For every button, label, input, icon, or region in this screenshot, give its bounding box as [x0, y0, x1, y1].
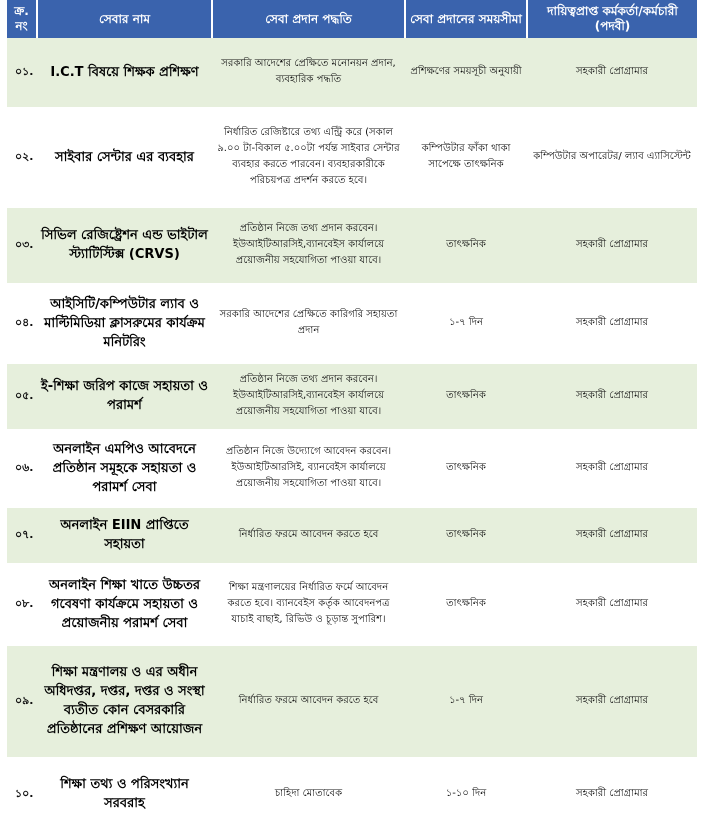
- row-time-limit: তাৎক্ষনিক: [405, 564, 527, 644]
- row-time-limit: প্রশিক্ষণের সময়সূচী অনুযায়ী: [405, 38, 527, 108]
- table-row: [7, 38, 697, 108]
- row-method: প্রতিষ্ঠান নিজে তথ্য প্রদান করবেন। ইউআইটিআরসিই,ব্যানবেইস কার্যালয়ে প্রয়োজনীয় সহযোগিতা পাওয়া যাবে।: [212, 362, 405, 430]
- row-time-limit: তাৎক্ষনিক: [405, 506, 527, 564]
- service-table-container: [7, 0, 697, 832]
- row-serial: ০২.: [7, 108, 37, 206]
- row-officer: সহকারী প্রোগ্রামার: [527, 284, 697, 362]
- row-officer: কম্পিউটার অপারেটর/ ল্যাব এ্যাসিস্টেন্ট: [527, 108, 697, 206]
- row-service-name: শিক্ষা তথ্য ও পরিসংখ্যান সরবরাহ: [37, 758, 212, 830]
- row-serial: ০৩.: [7, 206, 37, 284]
- row-time-limit: তাৎক্ষনিক: [405, 430, 527, 506]
- row-method: নির্ধারিত রেজিষ্টারে তথ্য এন্ট্রি করে (সকাল ৯.০০ টা-বিকাল ৫.০০টা পর্যন্ত সাইবার সেন্টার ব্যবহার করতে পারবেন। ব্যবহারকারীকে পরিচয়পত্র প্রদর্শন করতে হবে।: [212, 108, 405, 206]
- row-service-name: অনলাইন EIIN প্রাপ্তিতে সহায়তা: [37, 506, 212, 564]
- header-sl: ক্র. নং: [7, 0, 37, 38]
- row-serial: ০৬.: [7, 430, 37, 506]
- row-time-limit: ১-১০ দিন: [405, 758, 527, 830]
- table-row: [7, 108, 697, 206]
- row-officer: সহকারী প্রোগ্রামার: [527, 206, 697, 284]
- row-serial: ০৯.: [7, 644, 37, 758]
- row-serial: ১০.: [7, 758, 37, 830]
- header-method: সেবা প্রদান পদ্ধতি: [212, 0, 405, 38]
- row-officer: সহকারী প্রোগ্রামার: [527, 564, 697, 644]
- row-officer: সহকারী প্রোগ্রামার: [527, 506, 697, 564]
- row-time-limit: ১-৭ দিন: [405, 644, 527, 758]
- row-officer: সহকারী প্রোগ্রামার: [527, 430, 697, 506]
- row-serial: ০৭.: [7, 506, 37, 564]
- row-service-name: সিভিল রেজিষ্ট্রেশন এন্ড ভাইটাল স্ট্যাটিস্টিক্স (CRVS): [37, 206, 212, 284]
- row-service-name: ই-শিক্ষা জরিপ কাজে সহায়তা ও পরামর্শ: [37, 362, 212, 430]
- table-row: [7, 644, 697, 758]
- row-serial: ০৫.: [7, 362, 37, 430]
- row-service-name: অনলাইন এমপিও আবেদনে প্রতিষ্ঠান সমূহকে সহায়তা ও পরামর্শ সেবা: [37, 430, 212, 506]
- row-officer: সহকারী প্রোগ্রামার: [527, 38, 697, 108]
- row-method: চাহিদা মোতাবেক: [212, 758, 405, 830]
- row-method: শিক্ষা মন্ত্রণালয়ের নির্ধারিত ফর্মে আবেদন করতে হবে। ব্যানবেইস কর্তৃক আবেদনপত্র যাচাই বাছাই, রিভিউ ও চূড়ান্ত সুপারিশ।: [212, 564, 405, 644]
- row-service-name: সাইবার সেন্টার এর ব্যবহার: [37, 108, 212, 206]
- table-row: [7, 284, 697, 362]
- row-method: নির্ধারিত ফরমে আবেদন করতে হবে: [212, 506, 405, 564]
- row-method: সরকারি আদেশের প্রেক্ষিতে কারিগরি সহায়তা প্রদান: [212, 284, 405, 362]
- service-table: [7, 0, 697, 832]
- row-method: প্রতিষ্ঠান নিজে তথ্য প্রদান করবেন। ইউআইটিআরসিই,ব্যানবেইস কার্যালয়ে প্রয়োজনীয় সহযোগিতা পাওয়া যাবে।: [212, 206, 405, 284]
- row-time-limit: ১-৭ দিন: [405, 284, 527, 362]
- row-service-name: অনলাইন শিক্ষা খাতে উচ্চতর গবেষণা কার্যক্রমে সহায়তা ও প্রয়োজনীয় পরামর্শ সেবা: [37, 564, 212, 644]
- table-row: [7, 362, 697, 430]
- table-header-row: [7, 0, 697, 38]
- row-service-name: আইসিটি/কম্পিউটার ল্যাব ও মাল্টিমিডিয়া ক্লাসরুমের কার্যক্রম মনিটরিং: [37, 284, 212, 362]
- row-service-name: শিক্ষা মন্ত্রণালয় ও এর অধীন অধিদপ্তর, দপ্তর, দপ্তর ও সংস্থা ব্যতীত কোন বেসরকারি প্রতিষ্ঠানের প্রশিক্ষণ আয়োজন: [37, 644, 212, 758]
- row-method: প্রতিষ্ঠান নিজে উদ্যোগে আবেদন করবেন। ইউআইটিআরসিই, ব্যানবেইস কার্যালয়ে প্রয়োজনীয় সহযোগিতা পাওয়া যাবে।: [212, 430, 405, 506]
- header-service-name: সেবার নাম: [37, 0, 212, 38]
- row-serial: ০৮.: [7, 564, 37, 644]
- header-responsible-officer: দায়িত্বপ্রাপ্ত কর্মকর্তা/কর্মচারী (পদবী): [527, 0, 697, 38]
- row-officer: সহকারী প্রোগ্রামার: [527, 758, 697, 830]
- row-officer: সহকারী প্রোগ্রামার: [527, 362, 697, 430]
- row-service-name: I.C.T বিষয়ে শিক্ষক প্রশিক্ষণ: [37, 38, 212, 108]
- row-serial: ০৪.: [7, 284, 37, 362]
- row-serial: ০১.: [7, 38, 37, 108]
- row-method: সরকারি আদেশের প্রেক্ষিতে মনোনয়ন প্রদান, ব্যবহারিক পদ্ধতি: [212, 38, 405, 108]
- row-method: নির্ধারিত ফরমে আবেদন করতে হবে: [212, 644, 405, 758]
- table-row: [7, 430, 697, 506]
- row-time-limit: তাৎক্ষনিক: [405, 362, 527, 430]
- row-officer: সহকারী প্রোগ্রামার: [527, 644, 697, 758]
- row-time-limit: কম্পিউটার ফাঁকা থাকা সাপেক্ষে তাৎক্ষনিক: [405, 108, 527, 206]
- row-time-limit: তাৎক্ষনিক: [405, 206, 527, 284]
- table-row: [7, 758, 697, 830]
- table-row: [7, 564, 697, 644]
- table-row: [7, 206, 697, 284]
- table-row: [7, 506, 697, 564]
- header-time-limit: সেবা প্রদানের সময়সীমা: [405, 0, 527, 38]
